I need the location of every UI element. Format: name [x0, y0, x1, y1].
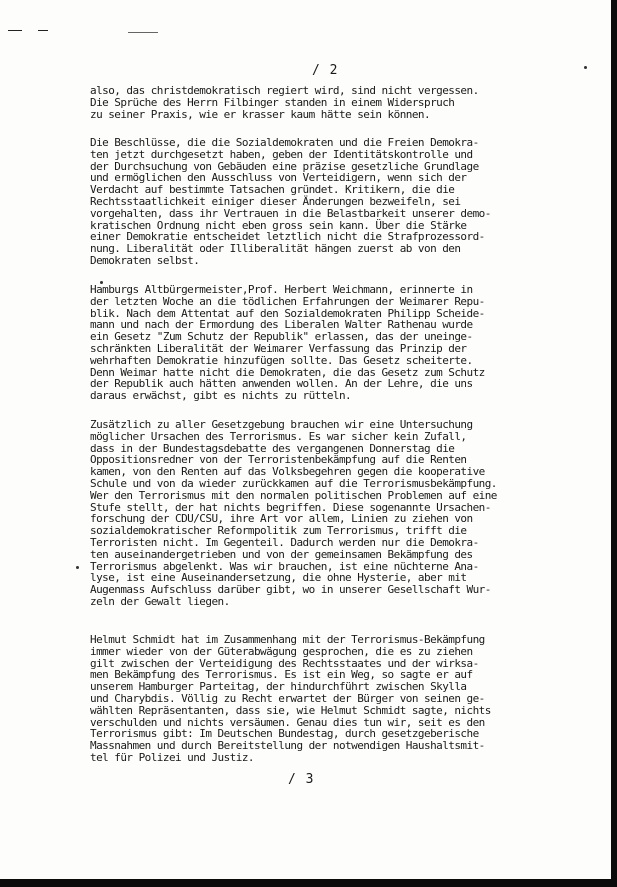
scan-mark — [8, 30, 22, 31]
text-line: tel für Polizei und Justiz. — [90, 750, 254, 764]
text-line: unserem Hamburger Parteitag, der hindurchführt zwischen Skylla — [90, 680, 467, 694]
scan-speck — [76, 566, 79, 569]
text-line: Terroristen nicht. Im Gegenteil. Dadurch werden nur die Demokra- — [90, 535, 479, 549]
text-line: kamen, von den Renten auf das Volksbegehren gegen die kooperative — [90, 465, 485, 479]
text-line: Die Sprüche des Herrn Filbinger standen in einem Widerspruch — [90, 95, 455, 109]
text-line: zeln der Gewalt liegen. — [90, 594, 230, 608]
text-line: lyse, ist eine Auseinandersetzung, die ohne Hysterie, aber mit — [90, 571, 467, 585]
text-line: Hamburgs Altbürgermeister,Prof. Herbert Weichmann, erinnerte in — [90, 283, 473, 296]
text-line: Zusätzlich zu aller Gesetzgebung brauchen wir eine Untersuchung — [90, 418, 473, 431]
text-line: wählten Repräsentanten, dass sie, wie Helmut Schmidt sagte, nichts — [90, 703, 491, 717]
text-line: Augenmass Aufschluss darüber gibt, wo in unserer Gesellschaft Wur- — [90, 583, 491, 597]
text-line: möglicher Ursachen des Terrorismus. Es war sicher kein Zufall, — [90, 429, 467, 443]
text-line: Schule und von da wieder zurückkamen auf die Terrorismusbekämpfung. — [90, 476, 497, 490]
text-line: nung. Liberalität oder Illiberalität hängen zuerst ab von den — [90, 242, 461, 256]
text-line: zu seiner Praxis, wie er krasser kaum hätte sein können. — [90, 107, 431, 121]
text-line: Terrorismus abgelenkt. Was wir brauchen, ist eine nüchterne Ana- — [90, 559, 479, 573]
text-line: Die Beschlüsse, die die Sozialdemokraten und die Freien Demokra- — [90, 136, 479, 149]
text-line: sozialdemokratischer Reformpolitik zum Terrorismus, trifft die — [90, 524, 467, 538]
text-line: men Bekämpfung des Terrorismus. Es ist ein Weg, so sagte er auf — [90, 668, 473, 682]
text-line: der Republik auch hätten anwenden wollen. An der Lehre, die uns — [90, 377, 473, 391]
text-line: kratischen Ordnung nicht eben gross sein kann. Über die Stärke — [90, 218, 467, 232]
text-line: ein Gesetz "Zum Schutz der Republik" erlassen, das der uneinge- — [90, 330, 473, 344]
text-line: dass in der Bundestagsdebatte des vergangenen Donnerstag die — [90, 441, 455, 455]
text-line: der letzten Woche an die tödlichen Erfahrungen der Weimarer Repu- — [90, 294, 485, 308]
text-line: daraus erwächst, gibt es nichts zu rütteln. — [90, 389, 352, 403]
text-line: wehrhaften Demokratie hinzufügen sollte. Das Gesetz scheiterte. — [90, 353, 473, 367]
text-line: ten jetzt durchgesetzt haben, geben der Identitätskontrolle und — [90, 147, 473, 161]
text-line: und Charybdis. Völlig zu Recht erwartet der Bürger von seinen ge- — [90, 691, 485, 705]
text-line: Denn Weimar hatte nicht die Demokraten, die das Gesetz zum Schutz — [90, 365, 485, 379]
text-line: vorgehalten, dass ihr Vertrauen in die Belastbarkeit unserer demo- — [90, 206, 491, 220]
paragraph — [90, 85, 560, 120]
text-line: Rechtsstaatlichkeit einiger dieser Änderungen bezweifeln, sei — [90, 194, 461, 208]
scan-mark — [38, 30, 48, 31]
scan-border — [611, 0, 617, 887]
text-line: mann und nach der Ermordung des Liberalen Walter Rathenau wurde — [90, 318, 473, 332]
text-line: immer wieder von der Güterabwägung gesprochen, die es zu ziehen — [90, 644, 473, 658]
text-line: gilt zwischen der Verteidigung des Rechtsstaates und der wirksa- — [90, 656, 479, 670]
scan-mark — [128, 32, 158, 33]
text-line: Verdacht auf bestimmte Tatsachen gründet. Kritikern, die die — [90, 183, 455, 197]
text-line: Demokraten selbst. — [90, 253, 200, 267]
text-line: Massnahmen und durch Bereitstellung der notwendigen Haushaltsmit- — [90, 739, 485, 753]
text-line: und ermöglichen den Ausschluss von Verteidigern, wenn sich der — [90, 171, 467, 185]
text-line: Wer den Terrorismus mit den normalen politischen Problemen auf eine — [90, 488, 497, 502]
text-line: ten auseinandergetrieben und von der gemeinsamen Bekämpfung des — [90, 547, 473, 561]
text-line: Stufe stellt, der hat nichts begriffen. Diese sogenannte Ursachen- — [90, 500, 491, 514]
paragraph — [90, 634, 560, 764]
scan-border — [0, 879, 617, 887]
text-line: Terrorismus gibt: Im Deutschen Bundestag, durch gesetzgeberische — [90, 727, 479, 741]
scan-speck — [584, 66, 587, 69]
text-line: also, das christdemokratisch regiert wird, sind nicht vergessen. — [90, 84, 479, 97]
text-line: der Durchsuchung von Gebäuden eine präzise gesetzliche Grundlage — [90, 159, 479, 173]
text-line: Oppositionsredner von der Terroristenbekämpfung auf die Renten — [90, 453, 467, 467]
page-number: / 2 — [312, 63, 339, 78]
text-line: verschulden und nichts versäumen. Genau dies tun wir, seit es den — [90, 715, 485, 729]
text-line: schränkten Liberalität der Weimarer Verfassung das Prinzip der — [90, 341, 467, 355]
text-line: einer Demokratie entscheidet letztlich nicht die Strafprozessord- — [90, 230, 485, 244]
paragraph — [90, 419, 560, 608]
next-page-indicator: / 3 — [288, 772, 315, 787]
paragraph — [90, 137, 560, 267]
text-line: forschung der CDU/CSU, ihre Art vor allem, Linien zu ziehen von — [90, 512, 473, 526]
paragraph — [90, 284, 560, 402]
text-line: Helmut Schmidt hat im Zusammenhang mit der Terrorismus-Bekämpfung — [90, 633, 485, 646]
text-line: blik. Nach dem Attentat auf den Sozialdemokraten Philipp Scheide- — [90, 306, 485, 320]
